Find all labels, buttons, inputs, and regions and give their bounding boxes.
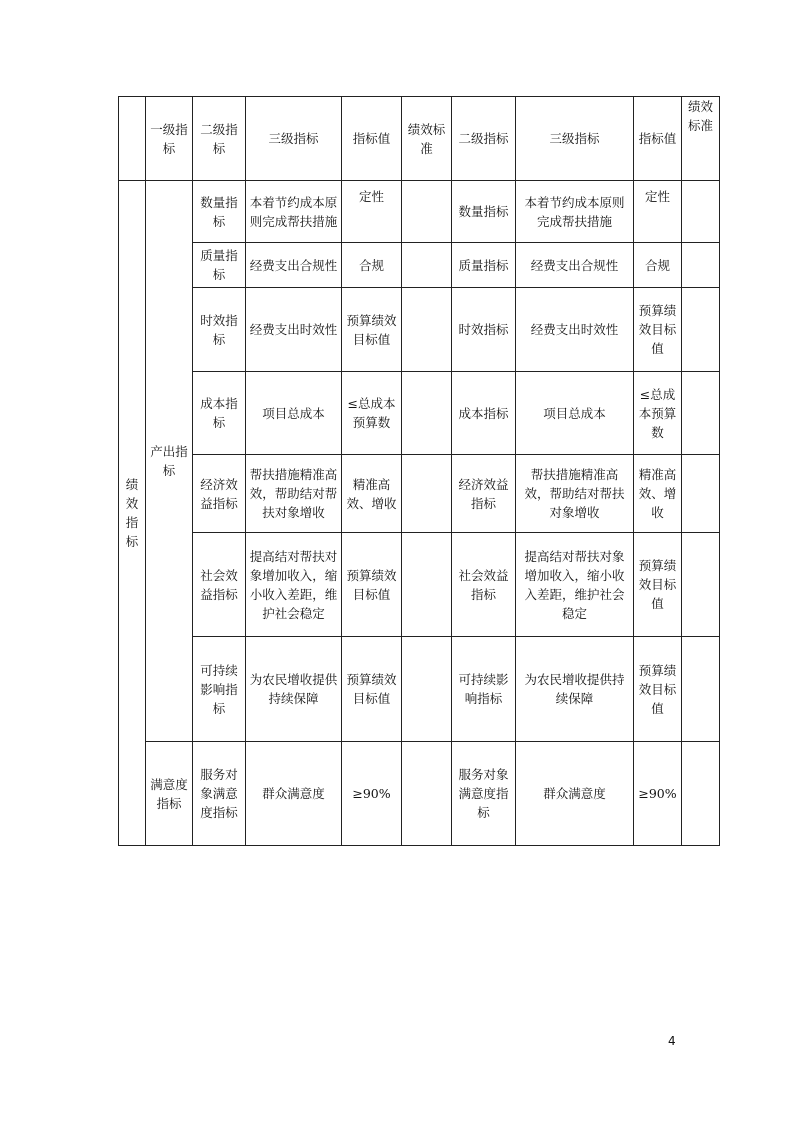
l2-cell: 服务对象满意度指标 [193,742,246,846]
l3-cell: 为农民增收提供持续保障 [246,637,342,742]
value-cell: 预算绩效目标值 [634,288,682,372]
standard-cell [682,243,720,288]
value-cell: 合规 [634,243,682,288]
value-cell: 定性 [342,181,402,243]
standard-cell [682,288,720,372]
satisfaction-label: 满意度指标 [146,742,193,846]
l3-cell: 项目总成本 [246,372,342,455]
table-row [119,637,720,742]
value-cell: 预算绩效目标值 [342,637,402,742]
standard-cell [682,742,720,846]
standard-cell [402,533,452,637]
standard-cell [682,372,720,455]
header-level2-b: 二级指标 [452,97,516,181]
l3-cell: 群众满意度 [246,742,342,846]
header-level3-b: 三级指标 [516,97,634,181]
header-standard-a: 绩效标准 [402,97,452,181]
l3-cell: 经费支出时效性 [246,288,342,372]
standard-cell [402,181,452,243]
l2-cell: 可持续影响指标 [193,637,246,742]
performance-indicator-table [118,96,720,846]
table-row [119,455,720,533]
l3-cell: 经费支出时效性 [516,288,634,372]
standard-cell [402,243,452,288]
page-number: 4 [668,1034,676,1048]
group-header-blank [119,97,146,181]
value-cell: ≤总成本预算数 [634,372,682,455]
standard-cell [402,637,452,742]
l2-cell: 成本指标 [452,372,516,455]
standard-cell [682,455,720,533]
l3-cell: 帮扶措施精准高效，帮助结对帮扶对象增收 [246,455,342,533]
l3-cell: 群众满意度 [516,742,634,846]
value-cell: 精准高效、增收 [634,455,682,533]
group-label: 绩效指标 [119,181,146,846]
standard-cell [402,742,452,846]
header-standard-b: 绩效标准 [682,97,720,181]
value-cell: 预算绩效目标值 [342,288,402,372]
value-cell: ≥90% [342,742,402,846]
l3-cell: 帮扶措施精准高效，帮助结对帮扶对象增收 [516,455,634,533]
standard-cell [402,455,452,533]
table-row [119,243,720,288]
l2-cell: 社会效益指标 [452,533,516,637]
l2-cell: 社会效益指标 [193,533,246,637]
header-value-a: 指标值 [342,97,402,181]
table-row [119,181,720,243]
l2-cell: 数量指标 [452,181,516,243]
value-cell: 预算绩效目标值 [342,533,402,637]
l2-cell: 经济效益指标 [452,455,516,533]
l2-cell: 质量指标 [452,243,516,288]
l2-cell: 服务对象满意度指标 [452,742,516,846]
output-label: 产出指标 [146,181,193,742]
l2-cell: 数量指标 [193,181,246,243]
header-level1: 一级指标 [146,97,193,181]
value-cell: ≤总成本预算数 [342,372,402,455]
l2-cell: 质量指标 [193,243,246,288]
l2-cell: 时效指标 [452,288,516,372]
standard-cell [402,372,452,455]
l2-cell: 成本指标 [193,372,246,455]
l3-cell: 本着节约成本原则完成帮扶措施 [516,181,634,243]
l3-cell: 项目总成本 [516,372,634,455]
standard-cell [682,637,720,742]
l3-cell: 为农民增收提供持续保障 [516,637,634,742]
l2-cell: 可持续影响指标 [452,637,516,742]
l3-cell: 经费支出合规性 [516,243,634,288]
l3-cell: 提高结对帮扶对象增加收入，缩小收入差距，维护社会稳定 [246,533,342,637]
value-cell: 预算绩效目标值 [634,637,682,742]
l2-cell: 时效指标 [193,288,246,372]
l3-cell: 提高结对帮扶对象增加收入，缩小收入差距，维护社会稳定 [516,533,634,637]
l2-cell: 经济效益指标 [193,455,246,533]
satisfaction-row [119,742,720,846]
standard-cell [402,288,452,372]
header-level3-a: 三级指标 [246,97,342,181]
l3-cell: 本着节约成本原则完成帮扶措施 [246,181,342,243]
header-value-b: 指标值 [634,97,682,181]
value-cell: 合规 [342,243,402,288]
value-cell: 定性 [634,181,682,243]
table-row [119,372,720,455]
l3-cell: 经费支出合规性 [246,243,342,288]
standard-cell [682,181,720,243]
value-cell: 预算绩效目标值 [634,533,682,637]
table-row [119,533,720,637]
value-cell: ≥90% [634,742,682,846]
table-row [119,288,720,372]
standard-cell [682,533,720,637]
header-row [119,97,720,181]
header-level2-a: 二级指标 [193,97,246,181]
value-cell: 精准高效、增收 [342,455,402,533]
